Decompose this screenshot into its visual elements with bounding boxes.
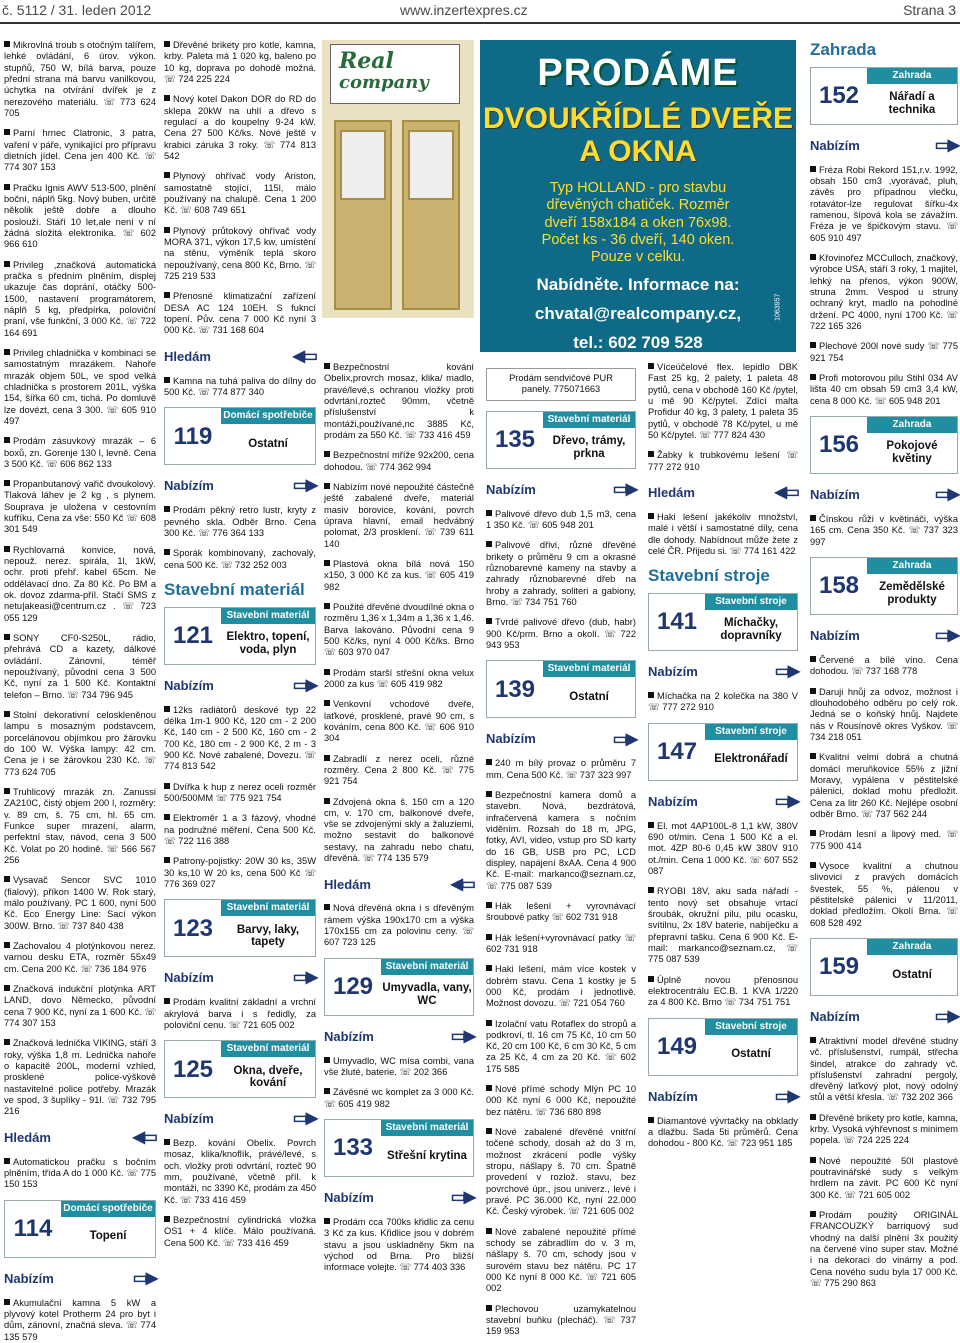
- classified-ad: Použité dřevěné dvoudílné okna o rozměru 1,36 x 1,34m a 1,36 x 1,46. Barva lakováno. Původní cena 9 500 Kč/ks, nyní 4 000 Kč/ks. Brno ☏ 603 970 047: [324, 601, 474, 658]
- classified-ad: Úplně novou přenosnou elektrocentrálu EC.B. 1 KVA 1/220 za 4 800 Kč. Brno ☏ 734 751 751: [648, 974, 798, 1008]
- banner-subtitle: DVOUKŘÍDLÉ DVEŘE A OKNA: [482, 102, 794, 169]
- category-number: 158: [811, 558, 867, 614]
- category-label: Domácí spotřebiče: [221, 408, 315, 424]
- classified-ad: Vysavač Sencor SVC 1010 (fialový), příkon 1400 W. Rok starý, málo používaný. PC 1 600, nyní 500 Kč. Eco Energy Line: Sací výkon 300W. Brno. ☏ 737 840 438: [4, 875, 156, 931]
- classified-ad: Plechové 200l nové sudy ☏ 775 921 754: [810, 341, 958, 363]
- section-nabizim: Nabízím ▭▶: [486, 730, 636, 748]
- classified-ad: Parní hrnec Clatronic, 3 patra, vaření v páře, vynikající pro přípravu dietních jídel. Cena jen 400 Kč. ☏ 774 307 153: [4, 128, 156, 173]
- section-title: Zahrada: [810, 40, 877, 59]
- page-number: Strana 3: [903, 2, 956, 18]
- section-nabizim: Nabízím ▭▶: [164, 1110, 316, 1128]
- column-1: [4, 40, 156, 1342]
- ad-list: [164, 376, 316, 399]
- classified-ad: Haki lešení jakékoliv množství, malé i větší i samostatné díly, cena dle dohody. Nabídnout může žete z celé ČR. Přijedu si. ☏ 774 161 422: [648, 511, 798, 556]
- arrow-right-icon: ▭▶: [934, 1008, 958, 1026]
- subcategory-label: Okna, dveře, kování: [233, 1064, 303, 1090]
- category-number: 152: [811, 68, 867, 124]
- banner-email[interactable]: chvatal@realcompany.cz,: [534, 304, 742, 324]
- category-box: [164, 407, 316, 465]
- subcategory-label: Barvy, laky, tapety: [236, 923, 300, 949]
- header-divider: [0, 22, 960, 24]
- category-label: Zahrada: [867, 68, 957, 84]
- classified-ad: Kamna na tuhá paliva do dílny do 500 Kč. ☏ 774 877 340: [164, 375, 316, 397]
- arrow-right-icon: ▭▶: [612, 480, 636, 498]
- issue-number: č. 5112 / 31. leden 2012: [2, 2, 152, 18]
- door-window: [340, 130, 386, 200]
- classified-ad: Bezpečnostní mříže 92x200, cena dohodou. ☏ 774 362 994: [324, 450, 474, 472]
- banner-line: dveří 158x184 a oken 76x98.: [544, 214, 732, 231]
- ad-list: [324, 1217, 474, 1274]
- classified-ad: Prodám kvalitní základní a vrchní akrylová barva i s ředidly, za poloviční cenu. ☏ 721 605 002: [164, 997, 316, 1030]
- classified-ad: Profi motorovou pilu Stihl 034 AV lišta 40 cm obsah 59 cm3 3,4 kW, cena 8 000 Kč. ☏ 605 948 201: [810, 372, 958, 406]
- category-number: 135: [487, 412, 543, 468]
- section-nabizim: Nabízím ▭▶: [164, 969, 316, 987]
- section-hledam: Hledám ◀▭: [4, 1128, 156, 1146]
- ad-list: [164, 997, 316, 1031]
- ad-list: [648, 512, 798, 557]
- section-nabizim: Nabízím ▭▶: [648, 792, 798, 810]
- subcategory-label: Ostatní: [892, 968, 932, 981]
- classified-ad: Kvalitní velmi dobrá a chutná domácí meruňkovice 55% z jižní Moravy, vypálena v pěstitelské pálenici, doklad mohu předložit. Cena za litr 260 Kč. Nejlépe osobní odběr Brno. ☏ 737 562 244: [810, 752, 958, 819]
- section-nabizim: Nabízím ▭▶: [810, 486, 958, 504]
- category-label: Stavební stroje: [705, 1019, 797, 1035]
- classified-ad: Zdvojená okna š. 150 cm a 120 cm, v. 170 cm, balkonové dveře, vše se zdvojenými skly a žaluziemi, možno sestavit do balkonové sestavy, na zahradu nebo chatu, dřevěná. ☏ 774 135 579: [324, 796, 474, 864]
- classified-ad: Fréza Robi Rekord 151,r.v. 1992, obsah 150 cm3 ,vyorávač, pluh, závěs pro případnou vlečku, rotavátor-lze regulovat šířku-4x ramenou, šípová kola se závažím. Fréza je ve špičkovým stavu. ☏ 605 910 497: [810, 164, 958, 243]
- classified-ad: Nové zabalené nepoužité přímé schody se zábradlím do v. 3 m, nášlapy š. 70 cm, schody jsou v surovém stavu bez nátěru. PC 17 000 Kč nyní 8 000 Kč. ☏ 721 605 002: [486, 1226, 636, 1294]
- arrow-right-icon: ▭▶: [292, 477, 316, 495]
- classified-ad: Dvířka k hup z nerez oceli rozměr 500/500MM ☏ 775 921 754: [164, 781, 316, 803]
- category-label: Stavební materiál: [543, 412, 635, 428]
- classified-ad: Mikrovlná troub s otočným talířem, lehké ovládání, 6 úrov. výkon. stupňů, 750 W, bílá barva, pouze přední strana má barvu vanilkovou, úchytka na otvírání dvířek je z nerezového materiálu. ☏ 773 624 705: [4, 40, 156, 118]
- classified-ad: Propanbutanový vařič dvoukolový. Tlaková láhev je 2 kg , s plynem. Souprava je uložena v cestovním kufříku, Cena za vše: 550 Kč ☏ 608 301 549: [4, 479, 156, 535]
- classified-ad: Hák lešení + vyrovnávací šroubové patky ☏ 602 731 918: [486, 900, 636, 923]
- classified-ad: Nové zabalené dřevěné vnitřní točené schody, dosah až do 3 m, možnost zkrácení podle výšky stropu, nášlapy š. 70 cm. Špatně provedení v rozlož. stavu, bez povrchové úpr., jsou univerz., levé i pravé. PC 36.000 Kč, nyní 22.000 Kč. Český výrobek. ☏ 721 605 002: [486, 1127, 636, 1217]
- classified-ad: Prodám použitý ORIGINÁL FRANCOUZKÝ barriquový sud vhodný na další plnění 3x použitý na červené víno super stav. Možné i na dekoraci do vinárny a pod. Cena nového sudu byla 17 000 Kč. ☏ 775 290 863: [810, 1210, 958, 1289]
- category-label: Stavební materiál: [221, 1041, 315, 1057]
- category-number: 129: [325, 959, 381, 1015]
- classified-ad: Nové přímé schody Mlýn PC 10 000 Kč nyní 6 000 Kč, nepoužité bez nátěru. ☏ 736 680 898: [486, 1084, 636, 1117]
- ad-list: [810, 165, 958, 407]
- arrow-right-icon: ▭▶: [774, 663, 798, 681]
- ad-list: [486, 758, 636, 1337]
- column-5: [648, 362, 798, 1320]
- arrow-right-icon: ▭▶: [934, 486, 958, 504]
- section-nabizim: Nabízím ▭▶: [164, 676, 316, 694]
- classified-ad: Zachovalou 4 plotýnkovou nerez. varnou desku ETA, rozměr 55x49 cm. Cena 200 Kč. ☏ 736 184 976: [4, 940, 156, 974]
- section-nabizim: Nabízím ▭▶: [324, 1189, 474, 1207]
- category-number: 133: [325, 1120, 381, 1176]
- classified-ad: Bezpečnostní cylindrická vložka OS1 + 4 klíče. Málo používaná. Cena 500 Kč. ☏ 733 416 459: [164, 1215, 316, 1248]
- ad-list: [324, 1056, 474, 1110]
- classified-ad: Prodám lesní a lipový med. ☏ 775 900 414: [810, 829, 958, 851]
- category-label: Stavební materiál: [221, 608, 315, 624]
- classified-ad: El. mot 4AP100L-8 1,1 kW, 380V 690 ot/min. Cena 1 500 Kč a el. mot. 4ZP 80-6 0,45 kW 380V 910 ot./min. Cena 1 000 Kč. ☏ 607 552 087: [648, 820, 798, 876]
- classified-ad: Haki lešení, mám více kostek v dobrém stavu. Cena 1 kostky je 5 000 Kč, prodám i jednotlivě. Možnost dovozu. ☏ 721 054 760: [486, 964, 636, 1009]
- classified-ad: Rychlovarná konvice, nová, nepouž. nerez. spirála, 1l, 1kW, ochr. proti přehř. kabel 65cm. Ne oddělávací dno. Za 80 Kč. Po BM a ok. dovoz zdarma-příl. Stačí SMS z netu|akeasi@centrum.cz . ☏ 723 055 129: [4, 544, 156, 623]
- category-box: [810, 67, 958, 125]
- category-label: Zahrada: [867, 558, 957, 574]
- category-number: 114: [5, 1201, 61, 1257]
- ad-list: [324, 903, 474, 948]
- subcategory-label: Míchačky, dopravníky: [720, 617, 782, 643]
- subcategory-label: Topení: [89, 1230, 127, 1243]
- banner-title: PRODÁME: [537, 52, 739, 94]
- arrow-right-icon: ▭▶: [934, 136, 958, 154]
- category-box: [810, 938, 958, 996]
- classified-ad: Tvrdé palivové dřevo (dub, habr) 900 Kč/prm. Brno a okolí. ☏ 722 943 953: [486, 617, 636, 650]
- classified-ad: Dřevěné brikety pro kotle, kamna, krby. Paleta má 1 020 kg, baleno po 10 kg, doprava po dohodě možná. ☏ 724 225 224: [164, 40, 316, 84]
- section-title: Stavební materiál: [164, 579, 305, 599]
- classified-ad: Plynový ohřívač vody Ariston, samostatně stojící, 115l, málo používaný na chalupě. Cena 1 200 Kč. ☏ 608 749 651: [164, 171, 316, 216]
- section-nabizim: Nabízím ▭▶: [648, 1087, 798, 1105]
- section-hledam: Hledám ◀▭: [648, 484, 798, 502]
- subcategory-label: Elektronářadí: [714, 753, 788, 766]
- banner-line: Počet ks - 36 dveří, 140 oken.: [541, 231, 735, 248]
- subcategory-label: Umyvadla, vany, WC: [382, 982, 472, 1007]
- ad-list: [4, 40, 156, 1118]
- classified-ad: Nová dřevěná okna i s dřevěným rámem výška 190x170 cm a výška 170x155 cm za polovinu ceny. ☏ 607 723 125: [324, 903, 474, 948]
- ad-list: [4, 1298, 156, 1343]
- category-number: 121: [165, 608, 221, 664]
- classified-ad: Červené a bílé víno. Cena dohodou. ☏ 737 168 778: [810, 654, 958, 677]
- classified-ad: Umyvadlo, WC mísa combi, vana vše žluté, baterie. ☏ 202 366: [324, 1055, 474, 1078]
- classified-ad: Daruji hnůj za odvoz, možnost i dlouhodobého odběru po celý rok. Jedná se o koňský hnůj. Najdete nás v Rousínově okres Vyškov. ☏ 734 218 051: [810, 686, 958, 742]
- column-6: [810, 40, 958, 1320]
- section-hledam: Hledám ◀▭: [324, 875, 474, 893]
- category-box: [648, 593, 798, 651]
- category-number: 125: [165, 1041, 221, 1097]
- section-hledam: Hledám ◀▭: [164, 347, 316, 365]
- classified-ad: Privileg ,značková automatická pračka s předním plněním, displej ukazuje čas doprání, otáčky 500-1500, nastavení programátorem, náplň 5 kg, předpírka, poloviční praní, vše funkční, 3 000 Kč. ☏ 722 164 691: [4, 259, 156, 338]
- column-3: [324, 362, 474, 1320]
- category-number: 141: [649, 594, 705, 650]
- classified-ad: Venkovní vchodové dveře, laťkové, prosklené, pravé 90 cm, s kováním, cena 800 Kč. ☏ 606 910 304: [324, 699, 474, 744]
- arrow-right-icon: ▭▶: [292, 1110, 316, 1128]
- category-number: 139: [487, 661, 543, 717]
- classified-ad: Přenosné klimatizační zařízení DESA AC 124 10EH. S fukncí topení. Pův. cena 7 000 Kč nyní 3 000 Kč. ☏ 731 168 604: [164, 291, 316, 336]
- arrow-right-icon: ▭▶: [612, 730, 636, 748]
- classified-ad: Bezp. kování Obelix. Povrch mosaz, klika/knoflík, právé/levé, s och. vložky proti odvrtání, rozteč 90 mm, používané, včetně příl. k montáži, nc 3390 Kč, prodám za 450 Kč. ☏ 733 416 459: [164, 1138, 316, 1205]
- category-box: [324, 958, 474, 1016]
- classified-ad: Značková indukční plotýnka ART LAND, dovo Německo, původní cena 7 900 Kč, nyní za 1 600 Kč. ☏ 774 307 153: [4, 983, 156, 1028]
- classified-ad: Nabízím nové nepoužité částečně ještě zabalené dveře, materiál masiv borovice, kování, povrch úprava hlavní, email hedvábný polomat, 2/3 prosklení. ☏ 739 611 140: [324, 481, 474, 549]
- category-box: [4, 1200, 156, 1258]
- subcategory-label: Nářadí a technika: [888, 91, 936, 116]
- arrow-right-icon: ▭▶: [450, 1189, 474, 1207]
- ad-list: [648, 821, 798, 1009]
- arrow-right-icon: ▭▶: [934, 627, 958, 645]
- classified-ad: Nové nepoužité 50l plastové poutravinářské sudy s velkým hrdlem na závit. PC 600 Kč nyní 300 Kč. ☏ 721 605 002: [810, 1155, 958, 1200]
- subcategory-label: Dřevo, trámy, prkna: [552, 435, 626, 460]
- classified-ad: Izolační vatu Rotaflex do stropů a podkroví, tl. 16 cm 75 Kč, 10 cm 50 Kč, 20 cm 100 Kč, 6 cm 30 Kč, 5 cm za 25 Kč, 4 cm za 20 Kč. ☏ 602 175 585: [486, 1018, 636, 1074]
- classified-ad: Zabradlí z nerez oceli, různé rozměry. Cena 2 800 Kč. ☏ 775 921 754: [324, 753, 474, 787]
- classified-ad: Pračku Ignis AWV 513-500, plnění boční, náplň 5kg. Nový buben, určitě několik ještě dobře a dlouho poslouží. Stáří 10 let,ale není v ní žádná složitá elektronika. ☏ 602 966 610: [4, 182, 156, 250]
- banner-code: 1063957: [774, 294, 782, 322]
- section-nabizim: Nabízím ▭▶: [810, 1008, 958, 1026]
- category-label: Stavební materiál: [381, 959, 473, 975]
- banner-offer: Nabídněte. Informace na:: [536, 274, 740, 294]
- featured-ad: Prodám sendvičové PUR panely. 775071663: [486, 368, 636, 401]
- ad-list: [164, 505, 316, 571]
- classified-ad: Palivové dřevo dub 1,5 m3, cena 1 350 Kč. ☏ 605 948 201: [486, 508, 636, 530]
- column-2: [164, 40, 316, 1320]
- category-box: [164, 607, 316, 665]
- classified-ad: RYOBI 18V, aku sada nářadí - tento nový set obsahuje vrtací šroubák, okružní pilu, pilu ocasku, svítilnu, 2x 18V baterie, nabíječku a přepravní tašku. Cena 6 900 Kč. E-mail: markanco@seznam.cz, ☏ 775 087 539: [648, 886, 798, 965]
- real-company-logo: Real company: [330, 44, 460, 104]
- classified-ad: Nový kotel Dakon DOR do RD do sklepa 20kW na uhlí a dřevo s regulací a do koupelny 9-24 kW. Cena 27 500 Kč/ks. Nové ještě v krabici záruka 3 roky. ☏ 774 813 542: [164, 94, 316, 161]
- classified-ad: Privileg chladnička v kombinaci se samostatným mrazákem. Nahoře mrazák objem 50L, ve spod velká chladnička s prostorem 201L, výška 154, šířka 60 cm, tichá. Po domluvě lze dovézt, cena 3 300. ☏ 605 910 497: [4, 347, 156, 426]
- category-number: 119: [165, 408, 221, 464]
- classified-ad: Vysoce kvalitní a chutnou slivovici z pravých domácích švestek, 55 %, pálenou v pěstitelské pálenici v 11/2011, doklad předložím. Okolí Brna. ☏ 608 528 492: [810, 860, 958, 928]
- classified-ad: Stolní dekorativní celoskleněnou lampu s mosazným podstavcem, porcelánovou objímkou pro žárovku do 100 W. Výška lampy: 42 cm. Cena je i se žárovkou 230 Kč. ☏ 773 624 705: [4, 710, 156, 777]
- arrow-left-icon: ◀▭: [292, 347, 316, 365]
- category-box: [324, 1119, 474, 1177]
- category-number: 159: [811, 939, 867, 995]
- classified-ad: Hák lešení+vyrovnávací patky ☏ 602 731 918: [486, 932, 636, 954]
- classified-ad: Sporák kombinovaný, zachovalý, cena 500 Kč. ☏ 732 252 003: [164, 548, 316, 570]
- section-nabizim: Nabízím ▭▶: [486, 480, 636, 498]
- ad-list: [810, 514, 958, 548]
- column-4: [486, 362, 636, 1337]
- category-label: Zahrada: [867, 417, 957, 433]
- arrow-right-icon: ▭▶: [774, 792, 798, 810]
- arrow-right-icon: ▭▶: [450, 1028, 474, 1046]
- subcategory-label: Ostatní: [248, 437, 288, 450]
- classified-ad: Značková lednička VIKING, stáří 3 roky, výška 1,8 m. Lednička nahoře o kapacitě 200L, moderní vzhled, prosklené police-výškově nastavitelné police potřeby. Mrazák ve spod, 3 šuplíky - 91l. ☏ 732 795 216: [4, 1038, 156, 1117]
- classified-ad: Plynový průtokový ohřívač vody MORA 371, výkon 17,5 kw, umístění na stěnu, výměník teplá skoro nepoužívaný, cena 800 Kč, Brno. ☏ 725 219 533: [164, 225, 316, 281]
- ad-list: [4, 1157, 156, 1191]
- classified-ad: Prodám pěkný retro lustr, kryty z pevného skla. Odběr Brno. Cena 300 Kč. ☏ 776 364 133: [164, 505, 316, 538]
- category-box: [486, 411, 636, 469]
- page-header: [0, 0, 960, 20]
- door-window: [408, 130, 454, 200]
- subcategory-label: Elektro, topení, voda, plyn: [226, 631, 310, 656]
- category-label: Stavební stroje: [705, 724, 797, 740]
- category-label: Stavební materiál: [543, 661, 635, 677]
- site-url[interactable]: www.inzertexpres.cz: [400, 2, 528, 18]
- banner-line: dřevěných chatiček. Rozměr: [546, 197, 730, 214]
- category-number: 156: [811, 417, 867, 473]
- classified-ad: SONY CF0-S250L, rádio, přehrává CD a kazety, dálkové ovládání. Zánovní, téměř nepoužívaný, původní cena 3 500 Kč, nyní za 1 500 Kč. Kontaktní telefon – Brno. ☏ 734 796 945: [4, 633, 156, 700]
- classified-ad: Diamantové vývrtačky na obklady a dlažbu. Sada 5ti průměrů. Cena dohodou - 800 Kč. ☏ 723 951 185: [648, 1115, 798, 1149]
- arrow-right-icon: ▭▶: [292, 969, 316, 987]
- classified-ad: Míchačka na 2 kolečka na 380 V ☏ 777 272 910: [648, 691, 798, 713]
- category-number: 123: [165, 900, 221, 956]
- classified-ad: Atraktivní model dřevěné studny vč. příslušenství, rumpál, střecha šindel, atrakce do zahrady vč. příslušenství zahradní pergoly, dřevěný laťkový plot, nový odolný stůl a větší křesla. ☏ 732 202 366: [810, 1035, 958, 1103]
- section-nabizim: Nabízím ▭▶: [810, 136, 958, 154]
- category-number: 149: [649, 1019, 705, 1075]
- category-box: [810, 416, 958, 474]
- ad-list: [648, 691, 798, 714]
- classified-ad: Prodám zásuvkový mrazák – 6 boxů, zn. Gorenje 130 l, levně. Cena 3 500 Kč. ☏ 606 862 133: [4, 436, 156, 469]
- ad-list: [164, 40, 316, 337]
- ad-list: [486, 509, 636, 652]
- category-label: Stavební stroje: [705, 594, 797, 610]
- section-nabizim: Nabízím ▭▶: [164, 477, 316, 495]
- ad-list: [164, 1138, 316, 1249]
- subcategory-label: Ostatní: [569, 691, 609, 704]
- category-number: 147: [649, 724, 705, 780]
- category-label: Stavební materiál: [381, 1120, 473, 1136]
- category-label: Zahrada: [867, 939, 957, 955]
- subcategory-label: Pokojové květiny: [886, 440, 938, 466]
- classified-ad: Automatickou pračku s bočním plněním, třída A do 1 000 Kč. ☏ 775 150 153: [4, 1156, 156, 1190]
- classified-ad: Prodám starší střešní okna velux 2000 za kus ☏ 605 419 982: [324, 667, 474, 689]
- banner-lines: [480, 180, 796, 266]
- section-nabizim: Nabízím ▭▶: [648, 663, 798, 681]
- classified-ad: Víceúčelové flex. lepidlo DBK Fast 25 kg, 2 palety, 1 paleta 48 pytlů, cena v obchodě 160 Kč /pytel, u mě 90 Kč/pytel. Zdící malta Profidur 40 kg, 3 palety, 1 paleta 35 pytlů, v obchodě 78 Kč/pytel, u mě 50 Kč/pytel. ☏ 777 824 430: [648, 362, 798, 440]
- banner-line: Typ HOLLAND - pro stavbu: [549, 180, 727, 197]
- category-box: [164, 899, 316, 957]
- category-box: [486, 660, 636, 718]
- category-label: Domácí spotřebiče: [61, 1201, 155, 1217]
- ad-list: [164, 705, 316, 891]
- category-box: [648, 723, 798, 781]
- classified-ad: Akumulační kamna 5 kW a plyvový kotel Protherm 24 pro byt i dům, zánovní, značná sleva. ☏ 774 135 579: [4, 1297, 156, 1342]
- classified-ad: Bezpečnostní kamera domů a stavebn. Nová, bezdrátová, infračervená kamera s nočním viděním. Rozsah do 18 m, JPG, fotky, AVI, video, vstup pro SD karty do 16 GB, USB pro PC, LCD displey, napájení 8xAA. Cena 4 900 Kč. E-mail: markanco@seznam.cz, ☏ 775 087 539: [486, 789, 636, 891]
- subcategory-label: Ostatní: [731, 1048, 771, 1061]
- arrow-right-icon: ▭▶: [132, 1269, 156, 1287]
- classified-ad: Závěsné wc komplet za 3 000 Kč. ☏ 605 419 982: [324, 1087, 474, 1109]
- section-title: Stavební stroje: [648, 566, 770, 586]
- classified-ad: Patrony-pojistky: 20W 30 ks, 35W 30 ks,10 W 20 ks, cena 500 Kč ☏ 776 369 027: [164, 856, 316, 889]
- banner-phone: tel.: 602 709 528: [573, 333, 703, 353]
- classified-ad: 12ks radiátorů deskové typ 22 délka 1m-1 900 Kč, 120 cm - 2 200 Kč, 140 cm - 2 500 Kč, 160 cm - 2 700 Kč, 180 cm - 2 900 Kč, 2 m - 3 900 Kč. Nové zabalené, Dovezu. ☏ 774 813 542: [164, 704, 316, 772]
- category-box: [810, 557, 958, 615]
- banner-line: Pouze v celku.: [590, 248, 686, 265]
- category-label: Stavební materiál: [221, 900, 315, 916]
- classified-ad: Elektroměr 1 a 3 fázový, vhodné na podružné měření. Cena 500 Kč. ☏ 722 116 388: [164, 813, 316, 846]
- classified-ad: Bezpečnostní kování Obelix,provrch mosaz, klika/ madlo, pravé/levé,s ochranou vložky proti odvrtání,rozteč 90mm, včetně příslušenství k montáži,používané,nc 3885 Kč, prodám za 550 Kč. ☏ 733 416 459: [324, 362, 474, 440]
- classified-ad: Truhlicový mrazák zn. Zanussi ZA210C, čistý objem 200 l, rozměry: v. 89 cm, š. 75 cm, hl. 65 cm. Funkce super mrazení, alarm, perfektní stav, návod, cena 3 500 Kč. Volat po 20 hodině. ☏ 566 567 256: [4, 787, 156, 865]
- category-box: [164, 1040, 316, 1098]
- classified-ad: 240 m bílý provaz o průměru 7 mm. Cena 500 Kč. ☏ 737 323 997: [486, 758, 636, 780]
- arrow-left-icon: ◀▭: [132, 1128, 156, 1146]
- subcategory-label: Zemědělské produkty: [879, 581, 945, 607]
- classified-ad: Dřevěné brikety pro kotle, kamna, krby. Vysoká výhřevnost s minimem popela. ☏ 724 225 224: [810, 1112, 958, 1146]
- section-nabizim: Nabízím ▭▶: [4, 1269, 156, 1287]
- classified-ad: Prodám cca 700ks křidlic za cenu 3 Kč za kus. Křidlice jsou v dobrém stavu a jsou uskladněny 5km na východ od Brna. Pro bližší informace volejte. ☏ 774 403 336: [324, 1217, 474, 1273]
- ad-list: [648, 1116, 798, 1150]
- subcategory-label: Střešní krytina: [387, 1149, 467, 1162]
- classified-ad: Křovinořez MCCulloch, značkový, výrobce USA, stáří 3 roky, 1 majitel, lehký na přenos, výkon 900W, struna 2mm. Vespod u struny ochraný kryt, madlo na pohodlné držení. PC 4000, nyní 1700 Kč. ☏ 722 165 326: [810, 253, 958, 331]
- section-nabizim: Nabízím ▭▶: [324, 1028, 474, 1046]
- classified-ad: Žabky k trubkovému lešení ☏ 777 272 910: [648, 450, 798, 472]
- prodame-banner: [480, 40, 796, 352]
- ad-list: [810, 1036, 958, 1290]
- category-box: [648, 1018, 798, 1076]
- arrow-left-icon: ◀▭: [774, 484, 798, 502]
- arrow-right-icon: ▭▶: [774, 1087, 798, 1105]
- ad-list: [324, 362, 474, 864]
- classified-ad: Plastová okna bílá nová 150 x150, 3 000 Kč za kus. ☏ 605 419 982: [324, 558, 474, 592]
- classified-ad: Čínskou růži v květináči, výška 165 cm. Cena 350 Kč. ☏ 737 323 997: [810, 513, 958, 547]
- ad-list: [810, 655, 958, 929]
- classified-ad: Plechovou uzamykatelnou stavební buňku (plecháč). ☏ 737 159 953: [486, 1303, 636, 1337]
- section-nabizim: Nabízím ▭▶: [810, 627, 958, 645]
- arrow-left-icon: ◀▭: [450, 875, 474, 893]
- ad-list: [648, 362, 798, 473]
- arrow-right-icon: ▭▶: [292, 676, 316, 694]
- classified-ad: Palivové dřivi, různé dřevěné brikety o průměru 9 cm a okrasné různobarevné kameny na stavby a zahrady různobarevné dřeb na hroby a zahrady, soliteri a gabiony, Brno. ☏ 734 751 760: [486, 540, 636, 607]
